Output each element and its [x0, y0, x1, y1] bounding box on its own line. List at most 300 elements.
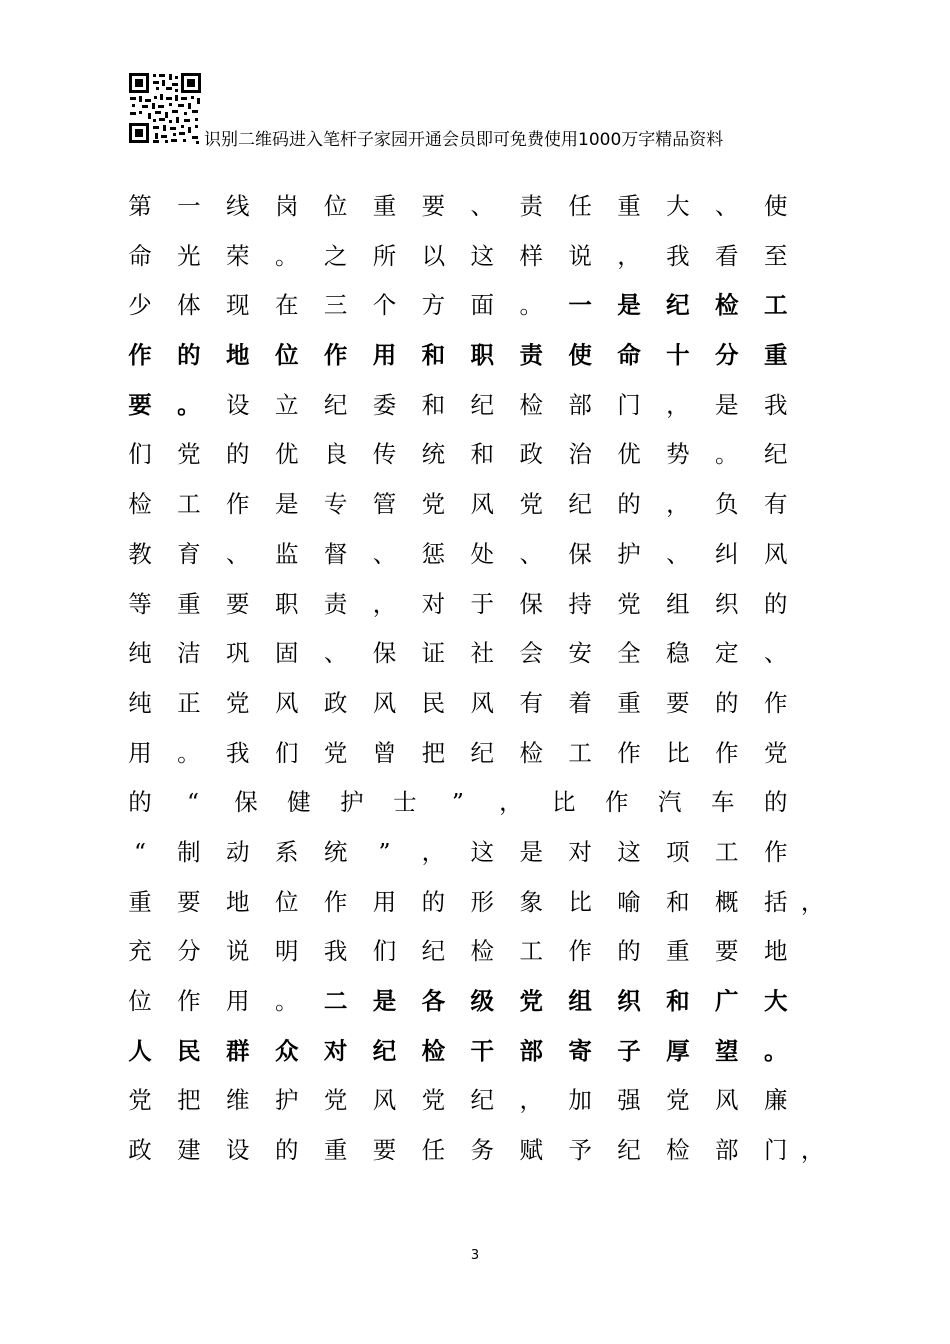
text-char: 固 [274, 639, 299, 668]
text-char: 优 [274, 440, 299, 469]
text-char: 说 [568, 241, 592, 270]
text-char: 大 [763, 987, 788, 1015]
text-char: 系 [274, 837, 299, 866]
text-char: 括 [763, 887, 788, 916]
text-char: 党 [666, 1086, 690, 1115]
text-char: 良 [323, 440, 348, 469]
text-char: 安 [568, 639, 592, 668]
text-char: 风 [763, 539, 788, 568]
text-char: 的 [617, 490, 641, 519]
text-char: 岗 [274, 192, 299, 220]
text-char: 们 [274, 738, 299, 767]
text-char: 工 [568, 738, 592, 767]
text-char: 比 [568, 887, 592, 916]
text-char: 党 [177, 440, 201, 469]
text-char: 洁 [177, 639, 201, 668]
text-char: 各 [421, 987, 446, 1015]
text-char: 专 [323, 490, 348, 519]
text-char: 纯 [128, 688, 152, 717]
text-char: 门 [763, 1136, 788, 1165]
text-char: 之 [323, 241, 348, 270]
text-line [128, 436, 854, 486]
text-char: 重 [617, 688, 641, 717]
text-char: 线 [226, 192, 250, 220]
text-char: 民 [421, 688, 446, 717]
text-char: 职 [274, 589, 299, 618]
text-char: 势 [666, 440, 690, 469]
text-char: ， [519, 1086, 543, 1115]
body-text [128, 188, 854, 1182]
text-char: 位 [323, 192, 348, 220]
text-char: 检 [715, 291, 739, 320]
text-char: 保 [568, 539, 592, 568]
text-char: 我 [226, 738, 250, 767]
text-char: 党 [617, 589, 641, 618]
text-char: 党 [763, 738, 788, 767]
text-char: 用 [372, 887, 397, 916]
text-char: 织 [617, 987, 641, 1015]
text-char: 于 [470, 589, 495, 618]
text-char: 的 [763, 788, 788, 817]
text-char: 加 [568, 1086, 592, 1115]
text-char: 望 [715, 1036, 739, 1065]
text-line [128, 933, 854, 983]
text-char: 喻 [617, 887, 641, 916]
text-char: 党 [323, 738, 348, 767]
text-char: 管 [372, 490, 397, 519]
text-char: 对 [421, 589, 446, 618]
text-char: 责 [519, 192, 543, 220]
text-char: 比 [552, 788, 576, 817]
text-line [134, 834, 854, 884]
text-char: 风 [470, 688, 495, 717]
text-char: 用 [372, 341, 397, 370]
text-char: 赋 [519, 1136, 543, 1165]
text-char: 、 [226, 539, 250, 568]
text-line [128, 287, 854, 337]
text-char: 这 [617, 837, 641, 866]
text-char: 和 [666, 987, 690, 1015]
text-char: 纯 [128, 639, 152, 668]
text-char: 设 [226, 390, 250, 419]
text-char: 要 [715, 937, 739, 966]
text-char: 作 [323, 341, 348, 370]
text-char: 这 [470, 241, 495, 270]
text-char: 是 [519, 837, 543, 866]
text-char: 纪 [372, 1036, 397, 1065]
text-char: 作 [323, 887, 348, 916]
text-char: 风 [274, 688, 299, 717]
text-char: 。 [763, 1036, 788, 1065]
text-char: 制 [177, 837, 201, 866]
text-char: 纪 [470, 738, 495, 767]
text-char: 民 [177, 1036, 201, 1065]
text-char: 少 [128, 291, 152, 320]
text-char: 纠 [715, 539, 739, 568]
text-char: ” [378, 837, 391, 866]
text-char: 是 [715, 390, 739, 419]
text-char: 重 [323, 1136, 348, 1165]
text-char: 传 [372, 440, 397, 469]
text-char: 寄 [568, 1036, 592, 1065]
text-char: 明 [274, 937, 299, 966]
text-char: 优 [617, 440, 641, 469]
text-char: 、 [715, 192, 739, 220]
text-char: 众 [274, 1036, 299, 1065]
text-char: 重 [666, 937, 690, 966]
text-char: “ [186, 788, 199, 817]
text-char: 大 [666, 192, 690, 220]
text-char: 。 [274, 987, 299, 1015]
text-char: 证 [421, 639, 446, 668]
text-char: 纪 [568, 490, 592, 519]
text-char: 门 [617, 390, 641, 419]
text-line [128, 586, 854, 636]
text-char: 惩 [421, 539, 446, 568]
text-char: ， [666, 490, 690, 519]
text-char: 检 [666, 1136, 690, 1165]
text-char: 样 [519, 241, 543, 270]
text-char: 厚 [666, 1036, 690, 1065]
text-char: 委 [372, 390, 397, 419]
text-line [128, 635, 854, 685]
text-char: 着 [568, 688, 592, 717]
text-char: 党 [421, 1086, 446, 1115]
text-char: 个 [372, 291, 397, 320]
text-char: 车 [710, 788, 735, 817]
text-line [128, 486, 854, 536]
text-char: 作 [763, 688, 788, 717]
text-char: 等 [128, 589, 152, 618]
text-line [128, 685, 854, 735]
text-char: 。 [177, 738, 201, 767]
text-char: 动 [226, 837, 250, 866]
text-char: 这 [470, 837, 495, 866]
text-char: 党 [421, 490, 446, 519]
text-char: 看 [715, 241, 739, 270]
text-char: 风 [372, 1086, 397, 1115]
text-char: 使 [763, 192, 788, 220]
text-char: 任 [421, 1136, 446, 1165]
text-char: 有 [519, 688, 543, 717]
text-char: 干 [470, 1036, 495, 1065]
text-char: 充 [128, 937, 152, 966]
text-char: 治 [568, 440, 592, 469]
text-char: 。 [177, 390, 201, 419]
text-char: 分 [715, 341, 739, 370]
text-char: ， [421, 837, 446, 866]
text-char: 纪 [421, 937, 446, 966]
text-char: 重 [617, 192, 641, 220]
text-char: 把 [177, 1086, 201, 1115]
text-char: 作 [568, 937, 592, 966]
text-char: 社 [470, 639, 495, 668]
text-char: 分 [177, 937, 201, 966]
text-char: 风 [715, 1086, 739, 1115]
text-char: 廉 [763, 1086, 788, 1115]
text-char: 持 [568, 589, 592, 618]
text-char: 作 [128, 341, 152, 370]
text-char: 部 [715, 1136, 739, 1165]
text-line [128, 1082, 854, 1132]
text-char: 是 [372, 987, 397, 1015]
text-char: 在 [274, 291, 299, 320]
text-line [128, 1033, 854, 1083]
text-char: 检 [519, 738, 543, 767]
text-char: 汽 [658, 788, 682, 817]
text-char: 作 [763, 837, 788, 866]
text-char: 责 [323, 589, 348, 618]
text-char: 要 [421, 192, 446, 220]
qr-code-icon[interactable] [128, 72, 202, 144]
text-char: 地 [763, 937, 788, 966]
text-char: 部 [568, 390, 592, 419]
text-char: 们 [128, 440, 152, 469]
text-char: 。 [274, 241, 299, 270]
text-char: 对 [323, 1036, 348, 1065]
text-char: 护 [340, 788, 364, 817]
text-char: 位 [274, 887, 299, 916]
text-char: 统 [421, 440, 446, 469]
text-char: 纪 [617, 1136, 641, 1165]
text-char: 工 [177, 490, 201, 519]
text-char: 现 [226, 291, 250, 320]
text-line [128, 536, 854, 586]
text-char: 巩 [226, 639, 250, 668]
text-char: 护 [274, 1086, 299, 1115]
text-char: 督 [323, 539, 348, 568]
text-char: 概 [715, 887, 739, 916]
page-number: 3 [470, 1248, 480, 1263]
text-char: 的 [421, 887, 446, 916]
text-char: 地 [226, 341, 250, 370]
text-char: 作 [715, 738, 739, 767]
text-char: 纪 [666, 291, 690, 320]
text-char: 、 [323, 639, 348, 668]
text-char: 教 [128, 539, 152, 568]
text-char: 予 [568, 1136, 592, 1165]
text-char: 命 [617, 341, 641, 370]
text-line [128, 735, 854, 785]
text-char: 地 [226, 887, 250, 916]
text-char: 把 [421, 738, 446, 767]
text-char: 士 [393, 788, 417, 817]
text-char: 重 [763, 341, 788, 370]
text-char: 和 [666, 887, 690, 916]
text-char: 党 [519, 490, 543, 519]
text-char: 广 [715, 987, 739, 1015]
text-char: 曾 [372, 738, 397, 767]
text-char: 荣 [226, 241, 250, 270]
text-char: 正 [177, 688, 201, 717]
text-char: 、 [519, 539, 543, 568]
text-char: 有 [763, 490, 788, 519]
text-char: 我 [323, 937, 348, 966]
text-char: 对 [568, 837, 592, 866]
text-char: 项 [666, 837, 690, 866]
text-char: 所 [372, 241, 397, 270]
text-char: 、 [763, 639, 788, 668]
text-char: 要 [128, 390, 152, 419]
text-char: 一 [177, 192, 201, 220]
text-char: 的 [177, 341, 201, 370]
text-char: ， [617, 241, 641, 270]
text-char: 部 [519, 1036, 543, 1065]
text-char: 风 [372, 688, 397, 717]
text-line [128, 983, 854, 1033]
text-char: 政 [128, 1136, 152, 1165]
text-char: 子 [617, 1036, 641, 1065]
text-char: 务 [470, 1136, 495, 1165]
text-char: 检 [421, 1036, 446, 1065]
text-char: 处 [470, 539, 495, 568]
text-char: 作 [226, 490, 250, 519]
text-char: 健 [287, 788, 311, 817]
text-char: 象 [519, 887, 543, 916]
text-char: 方 [421, 291, 446, 320]
text-char: 的 [763, 589, 788, 618]
text-char: 是 [274, 490, 299, 519]
text-char: 我 [666, 241, 690, 270]
text-char: 维 [226, 1086, 250, 1115]
text-char: 的 [274, 1136, 299, 1165]
text-char: 位 [128, 987, 152, 1015]
text-char: 纪 [323, 390, 348, 419]
text-char: ， [666, 390, 690, 419]
text-char: 检 [519, 390, 543, 419]
text-char: 会 [519, 639, 543, 668]
text-line [128, 238, 854, 288]
text-line [128, 884, 854, 934]
text-char: 任 [568, 192, 592, 220]
text-char: 们 [372, 937, 397, 966]
text-char: 二 [323, 987, 348, 1015]
text-char: ， [372, 589, 397, 618]
text-line [128, 188, 854, 238]
text-char: 强 [617, 1086, 641, 1115]
text-char: 党 [226, 688, 250, 717]
text-char: 体 [177, 291, 201, 320]
text-line [128, 1132, 854, 1182]
text-char: 的 [226, 440, 250, 469]
text-char: ， [499, 788, 523, 817]
text-char: 纪 [470, 390, 495, 419]
text-char: 风 [470, 490, 495, 519]
text-char: 说 [226, 937, 250, 966]
text-char: 政 [323, 688, 348, 717]
text-char: 。 [519, 291, 543, 320]
text-char: 、 [372, 539, 397, 568]
text-char: 至 [763, 241, 788, 270]
text-char: 要 [226, 589, 250, 618]
text-char: 设 [226, 1136, 250, 1165]
text-char: 比 [666, 738, 690, 767]
text-char: 重 [128, 887, 152, 916]
text-char: 要 [666, 688, 690, 717]
text-char: 位 [274, 341, 299, 370]
text-char: “ [133, 837, 146, 866]
text-char: 命 [128, 241, 152, 270]
text-char: 建 [177, 1136, 201, 1165]
text-char: 十 [666, 341, 690, 370]
text-char: 重 [372, 192, 397, 220]
text-char: 用 [128, 738, 152, 767]
text-char: 用 [226, 987, 250, 1015]
text-char: 以 [421, 241, 446, 270]
text-char: 党 [323, 1086, 348, 1115]
text-char: 党 [519, 987, 543, 1015]
text-char: 护 [617, 539, 641, 568]
text-char: 保 [234, 788, 258, 817]
text-char: ， [800, 887, 825, 916]
text-char: 组 [666, 589, 690, 618]
text-char: 组 [568, 987, 592, 1015]
text-char: 三 [323, 291, 348, 320]
text-char: 保 [372, 639, 397, 668]
text-char: 和 [470, 440, 495, 469]
text-char: 稳 [666, 639, 690, 668]
text-char: 责 [519, 341, 543, 370]
text-char: 工 [519, 937, 543, 966]
text-char: 使 [568, 341, 592, 370]
text-char: 党 [128, 1086, 152, 1115]
text-char: 人 [128, 1036, 152, 1065]
text-char: 、 [666, 539, 690, 568]
text-line [128, 337, 854, 387]
text-char: 纪 [470, 1086, 495, 1115]
text-char: 的 [617, 937, 641, 966]
text-char: 级 [470, 987, 495, 1015]
text-line [128, 387, 854, 437]
text-char: 和 [421, 390, 446, 419]
text-char: 是 [617, 291, 641, 320]
text-char: 统 [323, 837, 348, 866]
text-char: 保 [519, 589, 543, 618]
text-char: 全 [617, 639, 641, 668]
text-char: ， [800, 1136, 825, 1165]
text-char: 第 [128, 192, 152, 220]
text-char: 检 [470, 937, 495, 966]
header-promo-text: 识别二维码进入笔杆子家园开通会员即可免费使用1000万字精品资料 [204, 130, 724, 150]
text-char: 我 [763, 390, 788, 419]
text-char: 和 [421, 341, 446, 370]
text-char: 面 [470, 291, 495, 320]
text-char: 育 [177, 539, 201, 568]
text-char: ” [451, 788, 464, 817]
text-char: 一 [568, 291, 592, 320]
text-char: 职 [470, 341, 495, 370]
text-char: 形 [470, 887, 495, 916]
text-char: 立 [274, 390, 299, 419]
text-char: 要 [177, 887, 201, 916]
text-char: 作 [617, 738, 641, 767]
text-char: 监 [274, 539, 299, 568]
text-char: 政 [519, 440, 543, 469]
text-char: 群 [226, 1036, 250, 1065]
text-char: 工 [763, 291, 788, 320]
text-char: 的 [128, 788, 152, 817]
text-line [128, 784, 854, 834]
text-char: 重 [177, 589, 201, 618]
text-char: 负 [715, 490, 739, 519]
text-char: 的 [715, 688, 739, 717]
text-char: 纪 [763, 440, 788, 469]
text-char: 光 [177, 241, 201, 270]
text-char: 作 [605, 788, 629, 817]
text-char: 要 [372, 1136, 397, 1165]
text-char: 检 [128, 490, 152, 519]
text-char: 工 [715, 837, 739, 866]
